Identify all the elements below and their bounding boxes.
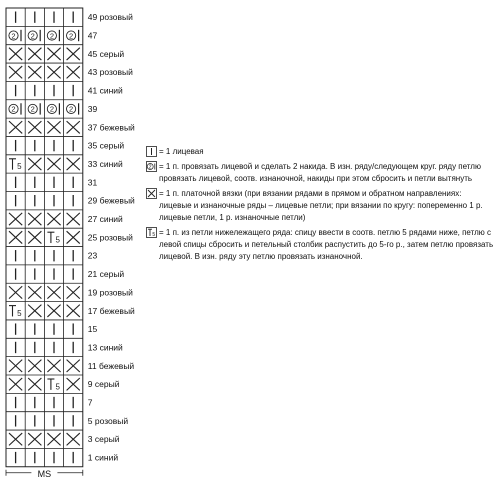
svg-text:2: 2 [30, 31, 35, 41]
row-label: 39 [87, 103, 98, 114]
row-label: 25 розовый [87, 232, 133, 243]
chart-grid [6, 8, 83, 467]
repeat-label: MS [37, 468, 52, 479]
row-label: 17 бежевый [87, 305, 135, 316]
row-label: 11 бежевый [87, 360, 135, 371]
svg-text:2: 2 [69, 104, 74, 114]
svg-text:2: 2 [148, 164, 152, 171]
legend-item-garter [146, 188, 496, 224]
svg-text:2: 2 [11, 31, 16, 41]
row-label: 15 [87, 324, 98, 335]
legend-item-double-wrap [146, 161, 496, 185]
knit-stitch-icon [146, 146, 157, 157]
svg-text:2: 2 [49, 104, 54, 114]
row-label: 3 серый [87, 434, 120, 445]
row-label: 31 [87, 177, 98, 188]
row-label: 19 розовый [87, 287, 133, 298]
legend [146, 146, 496, 266]
row-label: 45 серый [87, 48, 125, 59]
row-label: 9 серый [87, 379, 120, 390]
row-label: 7 [87, 397, 93, 408]
legend-text-double-wrap: = 1 п. провязать лицевой и сделать 2 накида. В изн. ряду/следующем круг. ряду петлю провязать лицевой, соотв. изнаночной, накиды при этом сбросить и петли вытянуть [159, 162, 481, 183]
legend-item-knit [146, 146, 496, 158]
row-label: 1 синий [87, 452, 119, 463]
row-label: 41 синий [87, 85, 123, 96]
svg-text:5: 5 [55, 235, 60, 245]
garter-stitch-icon [146, 188, 157, 199]
legend-text-knit: = 1 лицевая [159, 147, 204, 156]
row-label: 5 розовый [87, 415, 129, 426]
row-label: 21 серый [87, 269, 125, 280]
svg-text:5: 5 [55, 382, 60, 392]
svg-text:2: 2 [49, 31, 54, 41]
svg-text:2: 2 [11, 104, 16, 114]
row-label: 35 серый [87, 140, 125, 151]
row-label: 27 синий [87, 214, 123, 225]
svg-text:5: 5 [17, 162, 22, 172]
legend-text-tall-loop: = 1 п. из петли нижележащего ряда: спицу ввести в соотв. петлю 5 рядами ниже, петлю с левой спицы сбросить и петельный столбик распустить до 5-го р., затем петлю провязать лицевой. В изн. ряду эту петлю провязать изнаночной. [159, 228, 494, 261]
double-wrap-stitch-icon [146, 161, 157, 172]
legend-text-garter: = 1 п. платочной вязки (при вязании рядами в прямом и обратном направлениях: лицевые и изнаночные ряды – лицевые петли; при вязании по кругу: попеременно 1 р. лицевые петли, 1 р. изнаночные петли) [159, 189, 483, 222]
legend-item-tall-loop [146, 227, 496, 263]
row-label: 29 бежевый [87, 195, 135, 206]
row-label: 49 розовый [87, 12, 133, 23]
svg-text:5: 5 [17, 308, 22, 318]
tall-loop-number: 5 [152, 232, 156, 238]
row-label: 33 синий [87, 158, 123, 169]
row-label: 13 синий [87, 342, 123, 353]
row-label: 47 [87, 30, 98, 41]
row-label: 23 [87, 250, 98, 261]
svg-text:2: 2 [69, 31, 74, 41]
row-label: 43 розовый [87, 67, 133, 78]
tall-loop-stitch-icon [146, 227, 157, 238]
svg-text:2: 2 [30, 104, 35, 114]
row-label: 37 бежевый [87, 122, 135, 133]
